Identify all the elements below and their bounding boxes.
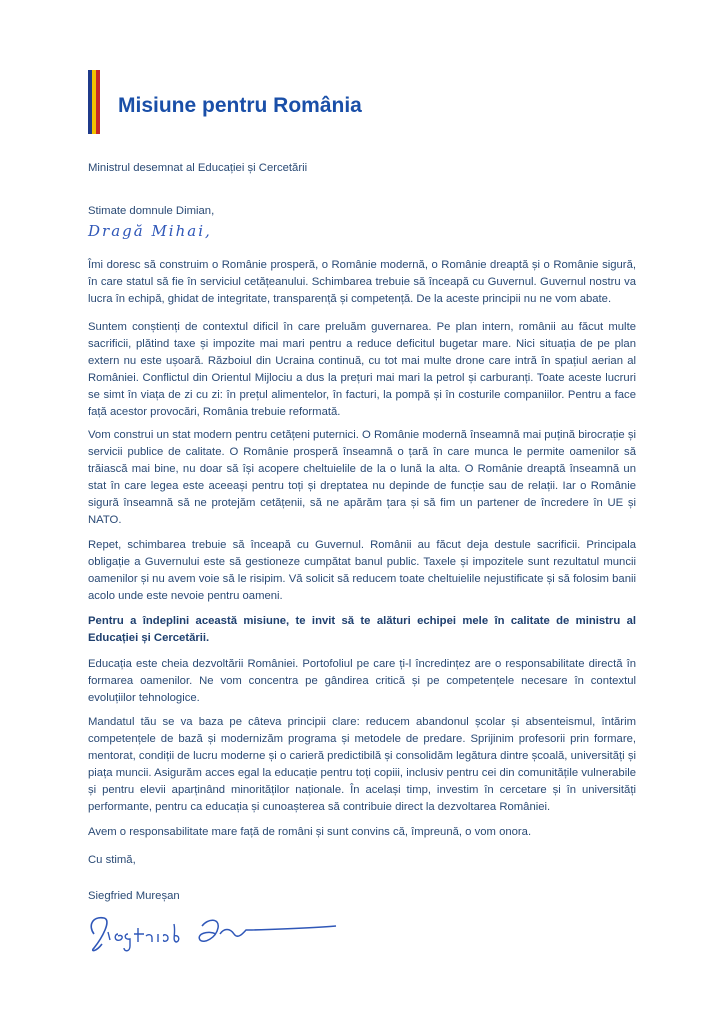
salutation: Stimate domnule Dimian, <box>88 205 215 217</box>
recipient-role: Ministrul desemnat al Educației și Cercetării <box>88 162 308 174</box>
paragraph-6: Educația este cheia dezvoltării României. Portofoliul pe care ți-l încredințez are o responsabilitate directă în formarea oamenilor. Ne vom concentra pe gândirea critică și pe competențele necesare în contextul evoluțiilor tehnologice. <box>88 658 636 705</box>
paragraph-1: Îmi doresc să construim o Românie prosperă, o Românie modernă, o Românie dreaptă și o Românie sigură, în care statul să fie în serviciul cetățeanului. Schimbarea trebuie să înceapă cu Guvernul. Guvernul nostru va lucra în echipă, ghidat de integritate, transparență și competență. De la aceste principii nu ne vom abate. <box>88 259 636 306</box>
paragraph-7: Mandatul tău se va baza pe câteva principii clare: reducem abandonul școlar și absenteismul, întărim competențele de bază și modernizăm programa și metodele de predare. Sprijinim profesorii prin formare, mentorat, condiții de lucru moderne și o carieră predictibilă și consolidăm legătura dintre școală, universități și piața muncii. Asigurăm acces egal la educație pentru toți copiii, inclusiv pentru cei din comunitățile vulnerabile și pentru elevii aparținând minorităților naționale. În același timp, investim în cercetare și în universități performante, pentru ca educația și cunoașterea să contribuie direct la dezvoltarea României. <box>88 716 636 814</box>
paragraph-4: Repet, schimbarea trebuie să înceapă cu Guvernul. Românii au făcut deja destule sacrificii. Principala obligație a Guvernului este să gestioneze cumpătat banul public. Taxele și impozitele sunt rezultatul muncii oamenilor și nu avem voie să le risipim. Vă solicit să reducem toate cheltuielile nejustificate și să folosim banii acolo unde este nevoie pentru oameni. <box>88 539 636 603</box>
signer-name: Siegfried Mureșan <box>88 890 180 902</box>
romanian-flag-icon <box>88 70 100 134</box>
paragraph-2: Suntem conștienți de contextul dificil în care preluăm guvernarea. Pe plan intern, românii au făcut multe sacrificii, plătind taxe și impozite mai mari pentru a reduce deficitul bugetar mare. Nici situația de pe plan extern nu este ușoară. Războiul din Ucraina continuă, cu tot mai multe drone care intră în spațiul aerian al României. Conflictul din Orientul Mijlociu a dus la prețuri mai mari la petrol și carburanți. Toate aceste lucruri se simt în viața de zi cu zi: în prețul alimentelor, în facturi, la pompă și în costurile companiilor. Pentru a face față acestor provocări, România trebuie reformată. <box>88 321 636 419</box>
letterhead-title: Misiune pentru România <box>118 94 362 117</box>
paragraph-8: Avem o responsabilitate mare față de români și sunt convins că, împreună, o vom onora. <box>88 826 532 838</box>
signature-text: Siegfried Mureșan <box>84 904 93 905</box>
handwritten-signature <box>84 904 344 956</box>
closing: Cu stimă, <box>88 854 136 866</box>
paragraph-3: Vom construi un stat modern pentru cetățeni puternici. O Românie modernă înseamnă mai puțină birocrație și servicii publice de calitate. O Românie prosperă înseamnă o țară în care munca le permite oamenilor să trăiască mai bine, nu doar să își acopere cheltuielile de la o lună la alta. O Românie dreaptă înseamnă un stat în care legea este aceeași pentru toți și dreptatea nu depinde de funcție sau de relații. Iar o Românie sigură înseamnă să ne protejăm cetățenii, să ne apărăm țara și să fim un partener de încredere în UE și NATO. <box>88 429 636 527</box>
handwritten-greeting: Dragă Mihai, <box>88 222 212 240</box>
invitation-paragraph: Pentru a îndeplini această misiune, te invit să te alături echipei mele în calitate de ministru al Educației și Cercetării. <box>88 615 636 645</box>
